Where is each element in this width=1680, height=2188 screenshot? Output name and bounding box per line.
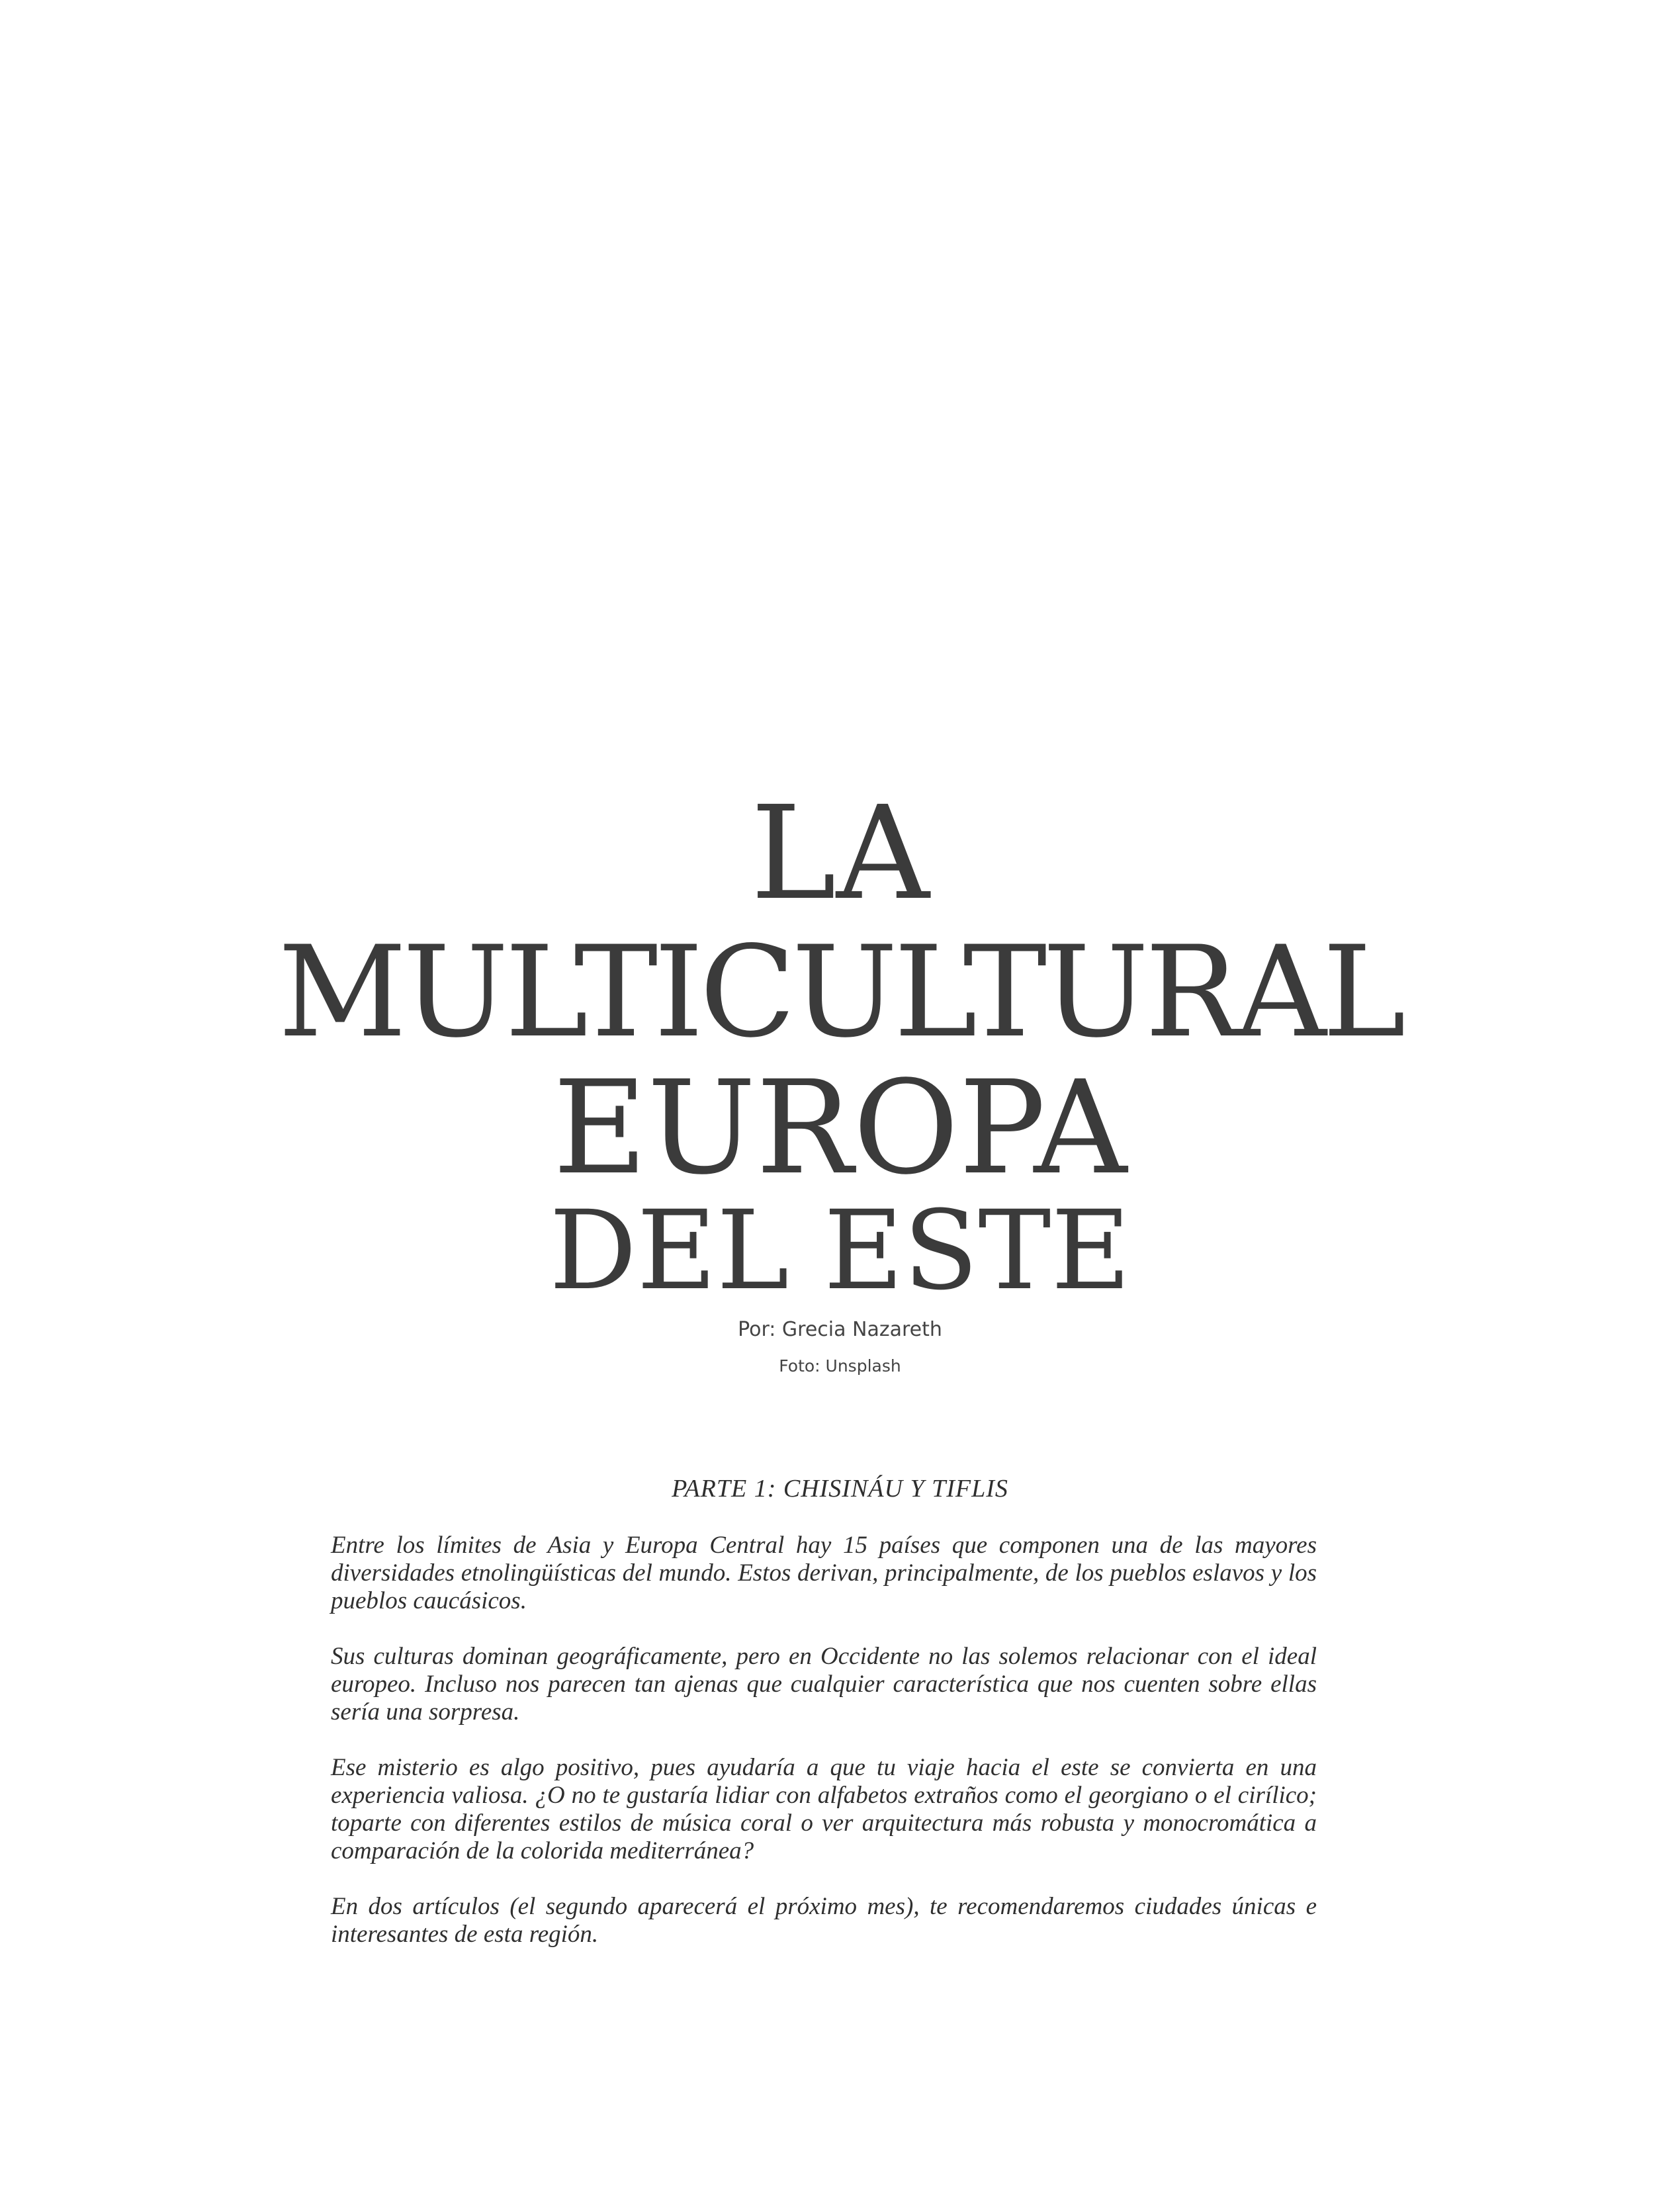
paragraph: Entre los límites de Asia y Europa Central hay 15 países que componen una de las mayores diversidades etnolingüísticas del mundo. Estos derivan, principalmente, de los pueblos eslavos y los pueblos caucásicos. [331,1532,1317,1614]
title-line-1: LA [750,778,930,928]
paragraph: En dos artículos (el segundo aparecerá el próximo mes), te recomendaremos ciudades únicas e interesantes de esta región. [331,1893,1317,1948]
author-credit: Por: Grecia Nazareth [738,1318,942,1341]
title-line-2: MULTICULTURAL [278,919,1402,1065]
title-line-3: EUROPA [553,1053,1127,1203]
section-heading: PARTE 1: CHISINÁU Y TIFLIS [672,1475,1008,1503]
paragraph: Ese misterio es algo positivo, pues ayudaría a que tu viaje hacia el este se convierta en una experiencia valiosa. ¿O no te gustaría lidiar con alfabetos extraños como el georgiano o el cirílico; toparte con diferentes estilos de música coral o ver arquitectura más robusta y monocromática a comparación de la colorida mediterránea? [331,1754,1317,1864]
photo-credit: Foto: Unsplash [779,1356,901,1376]
title-line-4: DEL ESTE [549,1187,1131,1314]
paragraph: Sus culturas dominan geográficamente, pero en Occidente no las solemos relacionar con el ideal europeo. Incluso nos parecen tan ajenas que cualquier característica que nos cuenten sobre ellas sería una sorpresa. [331,1643,1317,1726]
article-body [331,1532,1317,1976]
